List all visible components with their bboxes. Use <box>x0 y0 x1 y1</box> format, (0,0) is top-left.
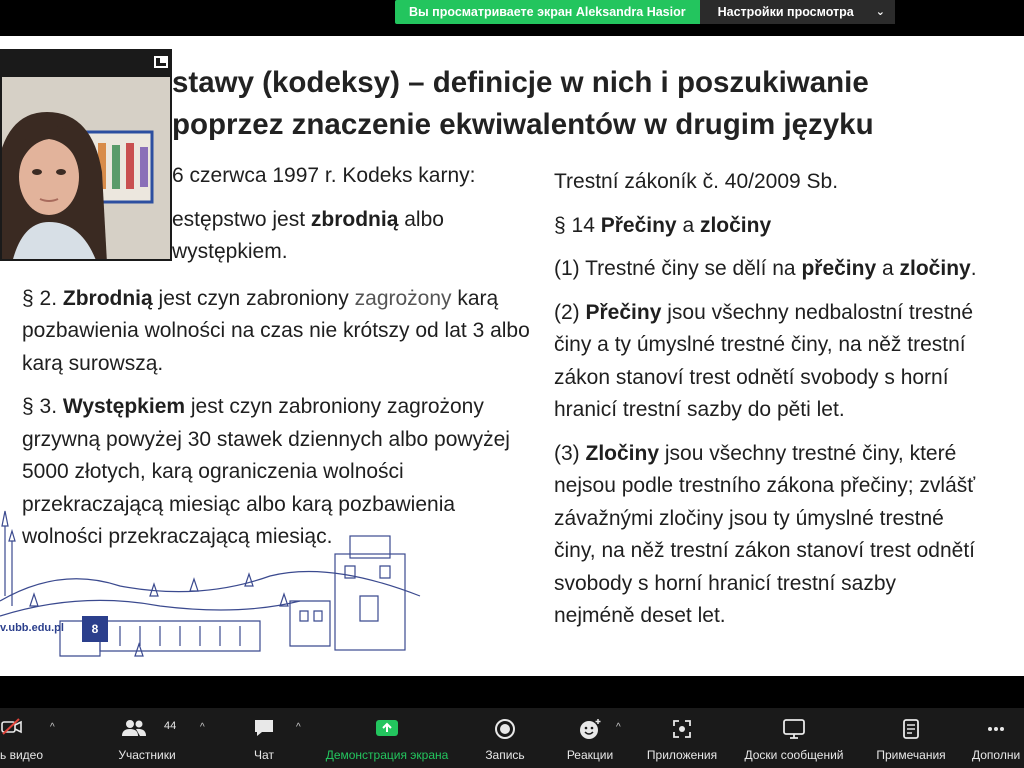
notes-icon <box>901 718 921 740</box>
expand-video-icon[interactable] <box>154 56 168 68</box>
share-screen-button[interactable] <box>318 708 456 768</box>
participants-button[interactable] <box>104 708 190 768</box>
share-screen-label: Демонстрация экрана <box>325 748 449 762</box>
town-illustration <box>0 506 440 666</box>
notes-button[interactable] <box>866 708 956 768</box>
share-screen-icon <box>375 718 399 738</box>
reactions-icon <box>578 718 602 740</box>
czech-paragraph-3: (3) Zločiny jsou všechny trestné činy, které nejsou podle trestního zákona přečiny; zvlášť závažnými zločiny jsou ty úmyslné trestné činy, na něž trestní zákon stanoví trest odnětí svobody s horní hranicí trestní sazby nejméně deset let. <box>554 441 976 627</box>
czech-code-column <box>554 166 1024 644</box>
czech-paragraph-2: (2) Přečiny jsou všechny nedbalostní trestné činy a ty úmyslné trestné činy, na něž trestní zákon stanoví trest odnětí svobody s horní hranicí trestní sazby do pěti let. <box>554 300 974 421</box>
polish-paragraph-2: § 2. Zbrodnią jest czyn zabroniony zagrożony karą pozbawienia wolności na czas nie krótszy od lat 3 albo karą surowszą. <box>22 286 530 375</box>
more-icon <box>985 718 1007 740</box>
polish-paragraph-1: estępstwo jest zbrodnią albo występkiem. <box>172 207 444 263</box>
participants-count: 44 <box>164 720 177 732</box>
chat-button[interactable] <box>240 708 288 768</box>
czech-heading: Trestní zákoník č. 40/2009 Sb. <box>554 170 839 193</box>
video-button[interactable] <box>0 708 52 768</box>
record-icon <box>494 718 516 740</box>
whiteboards-label: Доски сообщений <box>744 748 844 762</box>
view-options-label: Настройки просмотра <box>717 5 854 19</box>
polish-intro: 6 czerwca 1997 r. Kodeks karny: <box>172 164 476 187</box>
screen-share-banner <box>395 0 895 24</box>
apps-icon <box>671 718 693 740</box>
participants-options-caret-icon[interactable]: ^ <box>200 722 205 733</box>
video-label: ь видео <box>0 748 44 762</box>
record-button[interactable] <box>476 708 534 768</box>
speaker-video-thumbnail[interactable] <box>0 49 172 261</box>
reactions-button[interactable] <box>558 708 622 768</box>
university-url: v.ubb.edu.pl <box>0 622 64 634</box>
slide-page-number: 8 <box>82 616 108 642</box>
reactions-label: Реакции <box>566 748 614 762</box>
record-label: Запись <box>485 748 525 762</box>
slide-title: stawy (kodeksy) – definicje w nich i poszukiwanie poprzez znaczenie ekwiwalentów w drugim języku <box>172 66 874 141</box>
chevron-down-icon: ⌄ <box>875 6 885 18</box>
meeting-toolbar <box>0 708 1024 768</box>
speaker-video-feed <box>2 77 172 261</box>
chat-options-caret-icon[interactable]: ^ <box>296 722 301 733</box>
viewing-screen-label: Вы просматриваете экран Aleksandra Hasior <box>395 0 700 24</box>
polish-paragraph-3: § 3. Występkiem jest czyn zabroniony zagrożony grzywną powyżej 30 stawek dziennych albo powyżej 5000 złotych, karą ograniczenia wolności przekraczającą miesiąc albo karą pozbawienia wolności przekraczającą miesiąc. <box>22 395 510 548</box>
view-options-button[interactable] <box>700 0 895 24</box>
video-options-caret-icon[interactable]: ^ <box>50 722 55 733</box>
participants-icon <box>121 718 147 738</box>
whiteboard-icon <box>782 718 806 740</box>
reactions-options-caret-icon[interactable]: ^ <box>616 722 621 733</box>
notes-label: Примечания <box>876 748 946 762</box>
czech-paragraph-1: (1) Trestné činy se dělí na přečiny a zločiny. <box>554 257 977 280</box>
whiteboards-button[interactable] <box>736 708 852 768</box>
chat-label: Чат <box>254 748 274 762</box>
video-off-icon <box>1 718 23 736</box>
more-label: Дополни <box>972 748 1021 762</box>
apps-button[interactable] <box>640 708 724 768</box>
participants-label: Участники <box>118 748 176 762</box>
more-button[interactable] <box>968 708 1024 768</box>
chat-icon <box>253 718 275 738</box>
czech-section: § 14 Přečiny a zločiny <box>554 213 772 237</box>
apps-label: Приложения <box>646 748 718 762</box>
